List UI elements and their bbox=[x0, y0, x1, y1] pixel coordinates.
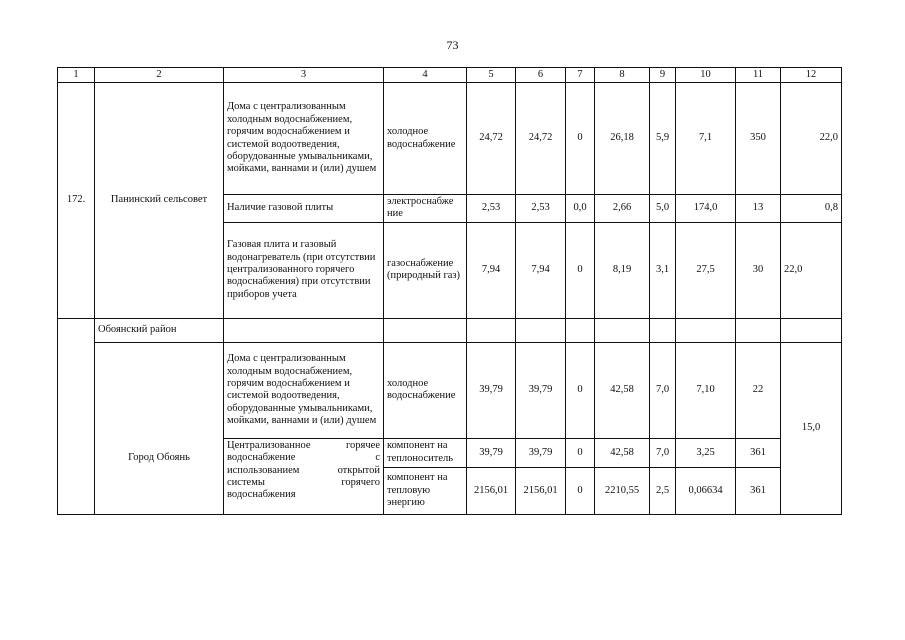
row-number-empty bbox=[58, 318, 95, 514]
table-row bbox=[58, 83, 842, 195]
empty-cell bbox=[467, 318, 516, 342]
service-type: холодное водоснабжение bbox=[384, 83, 467, 195]
value-cell: 350 bbox=[736, 83, 781, 195]
value-cell: 24,72 bbox=[516, 83, 566, 195]
desc-word: с bbox=[375, 452, 380, 464]
col-header: 3 bbox=[224, 68, 384, 83]
value-cell: 8,19 bbox=[595, 222, 650, 318]
service-type: холодное водоснабжение bbox=[384, 342, 467, 438]
desc-word: системы bbox=[227, 476, 265, 488]
value-cell: 2,66 bbox=[595, 195, 650, 223]
value-cell: 0 bbox=[566, 342, 595, 438]
service-type: газоснабжение (природный газ) bbox=[384, 222, 467, 318]
value-cell: 2,5 bbox=[650, 467, 676, 514]
value-cell: 7,0 bbox=[650, 438, 676, 467]
col-header: 1 bbox=[58, 68, 95, 83]
housing-description: Дома с централизованным холодным водоснабжением, горячим водоснабжением и системой водоотведения, оборудованные умывальниками, мойками, ваннами и (или) душем bbox=[224, 83, 384, 195]
value-cell: 42,58 bbox=[595, 342, 650, 438]
value-cell: 3,1 bbox=[650, 222, 676, 318]
empty-cell bbox=[516, 318, 566, 342]
value-cell: 24,72 bbox=[467, 83, 516, 195]
header-row bbox=[58, 68, 842, 83]
desc-word: использованием bbox=[227, 464, 300, 476]
empty-cell bbox=[736, 318, 781, 342]
value-cell: 0,8 bbox=[781, 195, 842, 223]
value-cell: 7,94 bbox=[516, 222, 566, 318]
empty-cell bbox=[781, 318, 842, 342]
empty-cell bbox=[384, 318, 467, 342]
value-cell: 361 bbox=[736, 467, 781, 514]
service-type: компонент на теплоноситель bbox=[384, 438, 467, 467]
value-cell: 0,0 bbox=[566, 195, 595, 223]
col-header: 12 bbox=[781, 68, 842, 83]
service-type: компонент на тепловую энергию bbox=[384, 467, 467, 514]
col-header: 9 bbox=[650, 68, 676, 83]
district-name: Обоянский район bbox=[95, 318, 224, 342]
housing-description: Дома с централизованным холодным водоснабжением, горячим водоснабжением и системой водоотведения, оборудованные умывальниками, мойками, ваннами и (или) душем bbox=[224, 342, 384, 438]
col-header: 6 bbox=[516, 68, 566, 83]
page-number: 73 bbox=[446, 38, 459, 52]
empty-cell bbox=[676, 318, 736, 342]
value-cell: 13 bbox=[736, 195, 781, 223]
value-cell: 7,10 bbox=[676, 342, 736, 438]
row-number: 172. bbox=[58, 83, 95, 319]
value-cell: 22,0 bbox=[781, 83, 842, 195]
tariff-table bbox=[57, 67, 842, 515]
desc-word: Централизованное bbox=[227, 439, 311, 451]
value-cell: 2,53 bbox=[516, 195, 566, 223]
value-cell: 39,79 bbox=[467, 342, 516, 438]
value-cell: 7,0 bbox=[650, 342, 676, 438]
table-row bbox=[58, 342, 842, 438]
value-cell: 27,5 bbox=[676, 222, 736, 318]
value-cell: 2156,01 bbox=[516, 467, 566, 514]
value-cell: 5,0 bbox=[650, 195, 676, 223]
value-cell: 0 bbox=[566, 83, 595, 195]
empty-cell bbox=[566, 318, 595, 342]
value-cell: 7,94 bbox=[467, 222, 516, 318]
value-cell: 22,0 bbox=[781, 222, 842, 318]
value-cell: 30 bbox=[736, 222, 781, 318]
empty-cell bbox=[224, 318, 384, 342]
col-header: 7 bbox=[566, 68, 595, 83]
value-cell: 0 bbox=[566, 467, 595, 514]
value-cell: 39,79 bbox=[516, 438, 566, 467]
value-cell: 0 bbox=[566, 222, 595, 318]
hot-water-description bbox=[224, 438, 384, 514]
desc-word: горячее bbox=[346, 439, 380, 451]
district-row bbox=[58, 318, 842, 342]
desc-word: открытой bbox=[337, 464, 380, 476]
value-cell: 0,06634 bbox=[676, 467, 736, 514]
value-cell: 2210,55 bbox=[595, 467, 650, 514]
value-cell: 39,79 bbox=[467, 438, 516, 467]
col-header: 4 bbox=[384, 68, 467, 83]
empty-cell bbox=[650, 318, 676, 342]
settlement-name: Панинский сельсовет bbox=[95, 83, 224, 319]
value-cell: 5,9 bbox=[650, 83, 676, 195]
value-cell: 361 bbox=[736, 438, 781, 467]
value-cell-merged: 15,0 bbox=[781, 342, 842, 514]
col-header: 5 bbox=[467, 68, 516, 83]
value-cell: 22 bbox=[736, 342, 781, 438]
desc-word: водоснабжения bbox=[227, 489, 296, 501]
value-cell: 2156,01 bbox=[467, 467, 516, 514]
col-header: 11 bbox=[736, 68, 781, 83]
col-header: 8 bbox=[595, 68, 650, 83]
col-header: 10 bbox=[676, 68, 736, 83]
value-cell: 0 bbox=[566, 438, 595, 467]
value-cell: 7,1 bbox=[676, 83, 736, 195]
value-cell: 42,58 bbox=[595, 438, 650, 467]
desc-word: горячего bbox=[341, 476, 380, 488]
value-cell: 2,53 bbox=[467, 195, 516, 223]
value-cell: 3,25 bbox=[676, 438, 736, 467]
value-cell: 174,0 bbox=[676, 195, 736, 223]
settlement-name: Город Обоянь bbox=[95, 342, 224, 514]
value-cell: 39,79 bbox=[516, 342, 566, 438]
housing-description: Газовая плита и газовый водонагреватель (при отсутствии централизованного горячего водоснабжения) при отсутствии приборов учета bbox=[224, 222, 384, 318]
value-cell: 26,18 bbox=[595, 83, 650, 195]
service-type: электроснабже ние bbox=[384, 195, 467, 223]
housing-description: Наличие газовой плиты bbox=[224, 195, 384, 223]
desc-word: водоснабжение bbox=[227, 452, 296, 464]
col-header: 2 bbox=[95, 68, 224, 83]
empty-cell bbox=[595, 318, 650, 342]
